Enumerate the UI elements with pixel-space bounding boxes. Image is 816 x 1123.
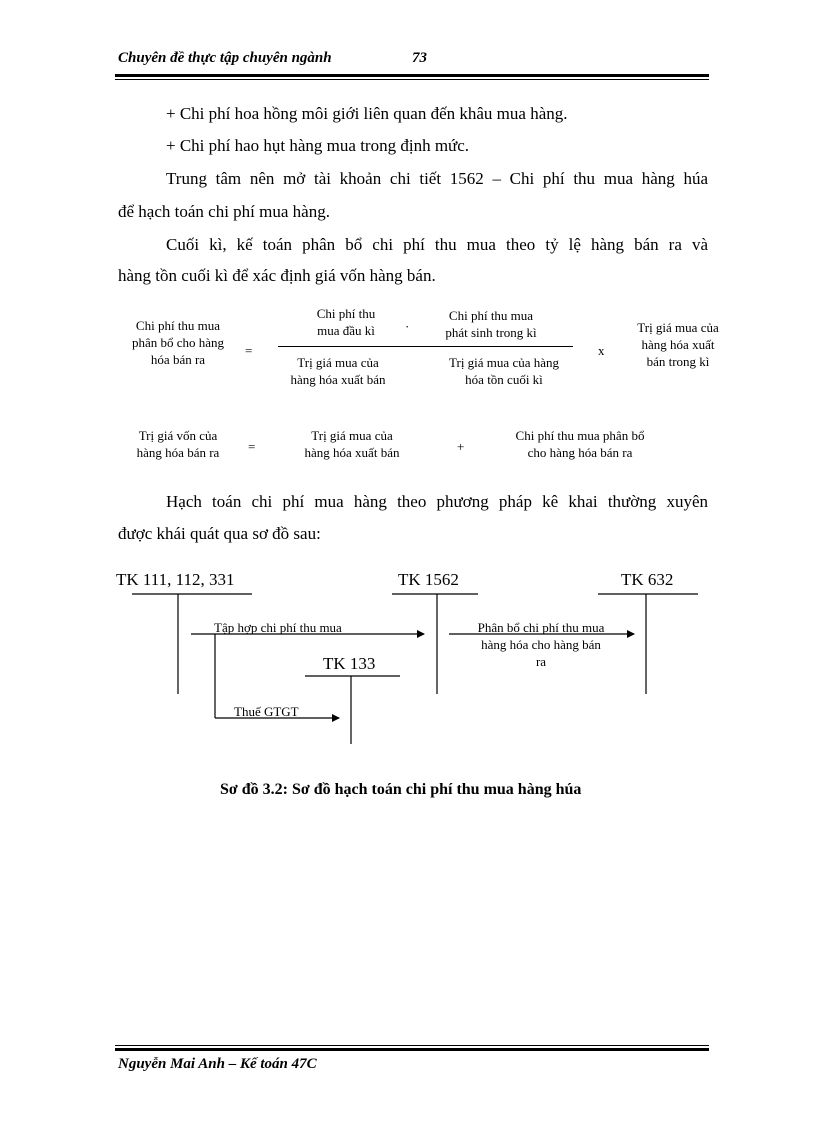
formula-2-term-1: Trị giá mua của hàng hóa xuất bán	[304, 428, 400, 460]
arrow-label-allocate: Phân bổ chi phí thu mua hàng hóa cho hàng bán ra	[477, 620, 605, 669]
formula-1-lhs: Chi phí thu mua phân bổ cho hàng hóa bán ra	[131, 318, 225, 367]
formula-2-lhs: Trị giá vốn của hàng hóa bán ra	[136, 428, 220, 460]
formula-1-numerator-left: Chi phí thu mua đầu kì	[316, 306, 376, 338]
account-label-1562: TK 1562	[398, 570, 459, 589]
formula-1-numerator-plus: ·	[405, 319, 410, 334]
formula-1-rhs: Trị giá mua của hàng hóa xuất bán trong kì	[637, 320, 719, 369]
formula-2-equals: =	[248, 439, 256, 454]
footer-rule-thin	[115, 1045, 709, 1046]
arrow-label-vat: Thuế GTGT	[234, 704, 299, 719]
para-2-line-2: hàng tồn cuối kì để xác định giá vốn hàng bán.	[118, 266, 436, 285]
account-label-632: TK 632	[621, 570, 674, 589]
page-number: 73	[412, 50, 427, 66]
header-title: Chuyên đề thực tập chuyên ngành	[118, 50, 332, 66]
footer-rule-thick	[115, 1048, 709, 1051]
para-2-line-1: Cuối kì, kế toán phân bổ chi phí thu mua theo tỷ lệ hàng bán ra và	[166, 235, 708, 254]
footer-author: Nguyễn Mai Anh – Kế toán 47C	[118, 1056, 317, 1072]
para-1-line-2: để hạch toán chi phí mua hàng.	[118, 202, 330, 221]
formula-2-plus: +	[457, 439, 465, 454]
arrow-label-collect: Tập hợp chi phí thu mua	[214, 620, 342, 635]
para-3-line-1: Hạch toán chi phí mua hàng theo phương pháp kê khai thường xuyên	[166, 492, 708, 511]
bullet-1: + Chi phí hoa hồng môi giới liên quan đến khâu mua hàng.	[166, 104, 568, 123]
bullet-2: + Chi phí hao hụt hàng mua trong định mức.	[166, 136, 470, 155]
diagram-caption: Sơ đồ 3.2: Sơ đồ hạch toán chi phí thu mua hàng húa	[220, 781, 582, 798]
para-3-line-2: được khái quát qua sơ đồ sau:	[118, 524, 321, 543]
formula-2-term-2: Chi phí thu mua phân bổ cho hàng hóa bán ra	[515, 428, 645, 460]
formula-1-times: x	[598, 343, 605, 358]
formula-1-denominator-right: Trị giá mua của hàng hóa tồn cuối kì	[449, 355, 559, 387]
formula-1-equals: =	[245, 343, 253, 358]
account-label-133: TK 133	[323, 654, 376, 673]
formula-1-numerator-right: Chi phí thu mua phát sinh trong kì	[445, 308, 537, 340]
account-label-111: TK 111, 112, 331	[116, 570, 235, 589]
formula-1-denominator-left: Trị giá mua của hàng hóa xuất bán	[290, 355, 386, 387]
para-1-line-1: Trung tâm nên mở tài khoản chi tiết 1562 – Chi phí thu mua hàng húa	[166, 169, 708, 188]
